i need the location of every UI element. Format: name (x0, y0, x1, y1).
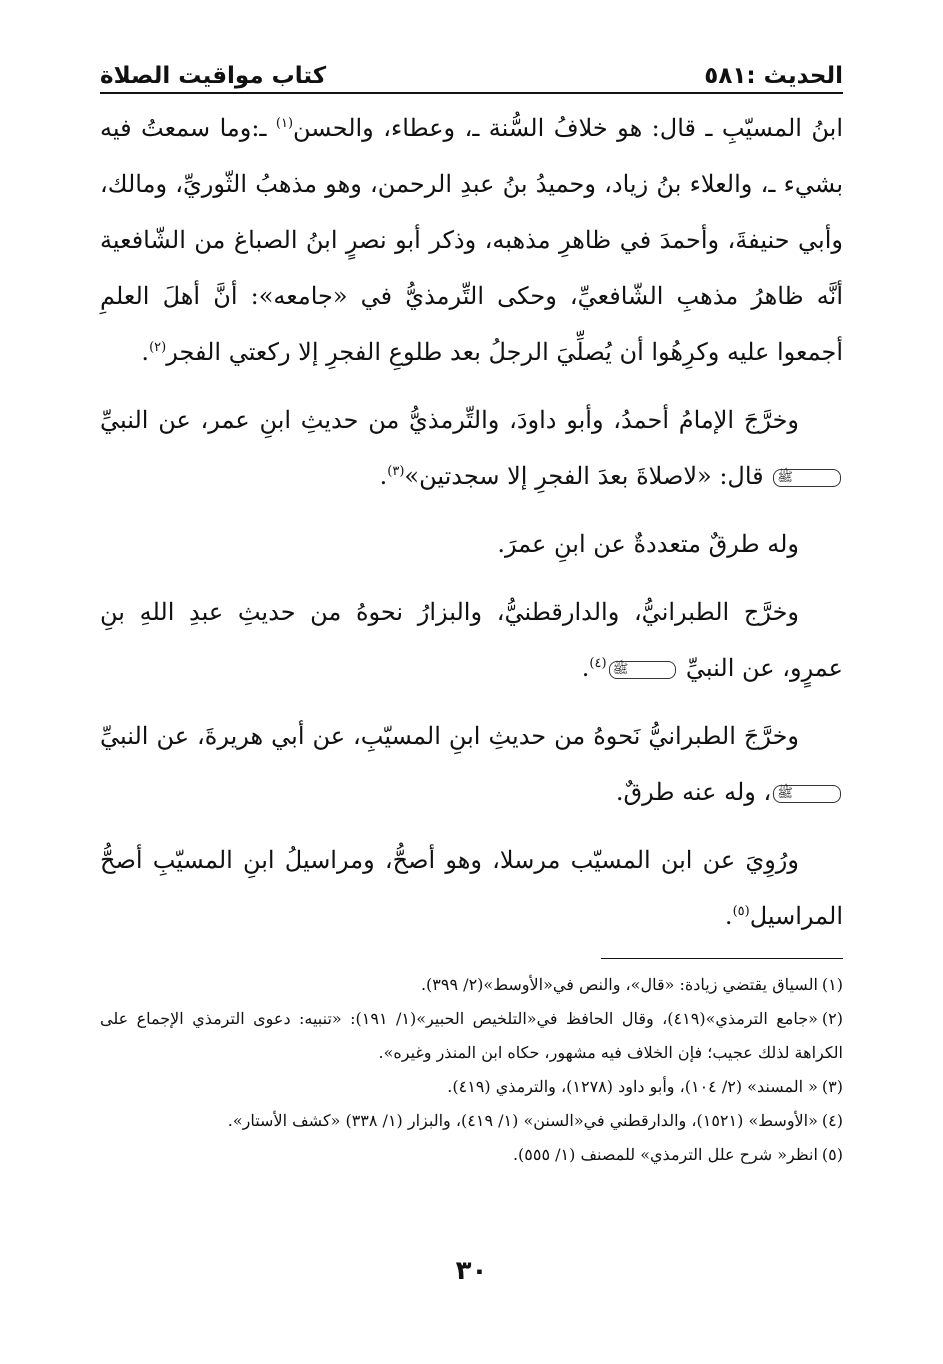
salutation-glyph: ﷺ (773, 469, 841, 487)
footnote-3: (٣)« المسند» (٢/ ١٠٤)، وأبو داود (١٢٧٨)، والترمذي (٤١٩). (447, 1077, 843, 1096)
footnote-5: (٥)انظر« شرح علل الترمذي» للمصنف (١/ ٥٥٥). (512, 1145, 843, 1164)
footnote-marker-5: (٥) (732, 904, 750, 919)
page-number: ٣٠ (455, 1256, 488, 1286)
footnote-marker-2: (٢) (149, 340, 167, 355)
footnotes-section (100, 968, 843, 1172)
footnote-2: (٢)«جامع الترمذي»(٤١٩)، وقال الحافظ في«التلخيص الحبير»(١/ ١٩١): «تنبيه: دعوى الترمذي الإجماع على الكراهة لذلك عجيب؛ فإن الخلاف فيه مشهور، حكاه ابن المنذر وغيره». (100, 1009, 844, 1062)
hadith-number-label: الحديث :٥٨١ (704, 63, 843, 89)
main-text (100, 100, 843, 944)
paragraph-4: وخرَّج الطبرانيُّ، والدارقطنيُّ، والبزارُ نحوهُ من حديثِ عبدِ اللهِ بنِ عمرٍو، عن النبيِّ ﷺ$^{(٤)}$. (100, 598, 843, 682)
paragraph-6: ورُوِيَ عن ابن المسيّب مرسلا، وهو أصحُّ، ومراسيلُ ابنِ المسيّبِ أصحُّ المراسيل$^{(٥)}$. (100, 846, 843, 930)
salutation-glyph: ﷺ (609, 661, 677, 679)
footnote-1: (١)السياق يقتضي زيادة: «قال»، والنص في«الأوسط»(٢/ ٣٩٩). (420, 975, 843, 994)
book-title: كتاب مواقيت الصلاة (100, 63, 327, 89)
running-header (100, 55, 843, 91)
paragraph-3: وله طرقٌ متعددةٌ عن ابنِ عمرَ. (497, 530, 799, 558)
footnote-divider (601, 958, 843, 959)
salutation-glyph: ﷺ (773, 785, 841, 803)
footnote-marker-3: (٣) (387, 464, 405, 479)
paragraph-1: ابنُ المسيّبِ ـ قال: هو خلافُ السُّنة ـ، وعطاء، والحسن$^{(١)}$ ـ:وما سمعتُ فيه بشيء ـ، والعلاء بنُ زياد، وحميدُ بنُ عبدِ الرحمن، وهو مذهبُ الثّوريِّ، ومالك، وأبي حنيفةَ، وأحمدَ في ظاهرِ مذهبه، وذكر أبو نصرٍ ابنُ الصباغ من الشّافعية أنَّه ظاهرُ مذهبِ الشّافعيِّ، وحكى التِّرمذيُّ في «جامعه»: أنَّ أهلَ العلمِ أجمعوا عليه وكرِهُوا أن يُصلِّيَ الرجلُ بعد طلوعِ الفجرِ إلا ركعتي الفجر$^{(٢)}$. (100, 114, 844, 366)
footnote-marker-4: (٤) (589, 656, 607, 671)
paragraph-5: وخرَّجَ الطبرانيُّ نَحوهُ من حديثِ ابنِ المسيّبِ، عن أبي هريرةَ، عن النبيِّ ﷺ، وله عنه طرقٌ. (100, 708, 843, 820)
paragraph-2: وخرَّجَ الإمامُ أحمدُ، وأبو داودَ، والتِّرمذيُّ من حديثِ ابنِ عمر، عن النبيِّ ﷺ قال: «لاصلاةَ بعدَ الفجرِ إلا سجدتين»$^{(٣)}$. (100, 392, 843, 504)
footnote-marker-1: (١) (275, 116, 294, 131)
footnote-4: (٤)«الأوسط» (١٥٢١)، والدارقطني في«السنن» (١/ ٤١٩)، والبزار (١/ ٣٣٨) «كشف الأستار». (227, 1111, 843, 1130)
header-divider (100, 92, 843, 94)
